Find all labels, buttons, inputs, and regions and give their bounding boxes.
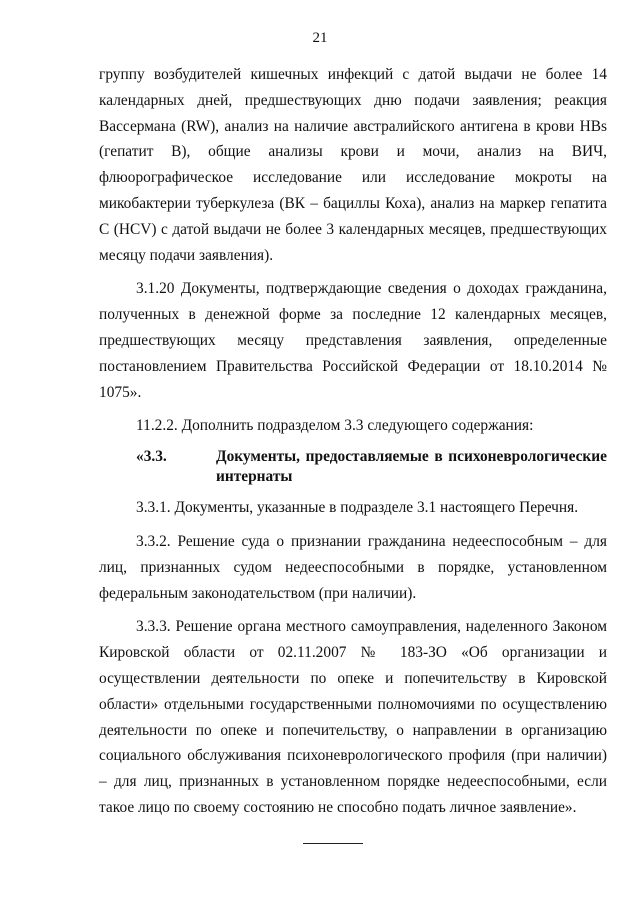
paragraph-11-2-2: 11.2.2. Дополнить подразделом 3.3 следующего содержания: [136,417,534,435]
section-title: Документы, предоставляемые в психоневрологические интернаты [216,448,607,486]
paragraph-continuation: группу возбудителей кишечных инфекций с датой выдачи не более 14 календарных дней, предшествующих дню подачи заявления; реакция Вассермана (RW), анализ на наличие австралийского антигена в крови HBs (гепатит B), общие анализы крови и мочи, анализ на ВИЧ, флюорографическое исследование или исследование мокроты на микобактерии туберкулеза (ВК – бациллы Коха), анализ на маркер гепатита С (HCV) с датой выдачи не более 3 календарных месяцев, предшествующих месяцу подачи заявления). [99,66,607,264]
page-number: 21 [312,30,328,46]
item-3-3-1: 3.3.1. Документы, указанные в подразделе 3.1 настоящего Перечня. [136,499,579,517]
section-heading [99,447,607,487]
item-3-3-3: 3.3.3. Решение органа местного самоуправления, наделенного Законом Кировской области от 02.11.2007 № 183-ЗО «Об организации и осуществлении деятельности по опеке и попечительству в Кировской области» отдельными государственными полномочиями по осуществлению деятельности по опеке и попечительству, о направлении в организацию социального обслуживания психоневрологического профиля (при наличии) – для лиц, признанных в установленном порядке недееспособными, если такое лицо по своему состоянию не способно подать личное заявление». [99,618,607,816]
section-number: «3.3. [136,448,167,466]
item-3-3-2: 3.3.2. Решение суда о признании гражданина недееспособным – для лиц, признанных судом недееспособными в порядке, установленном федеральным законодательством (при наличии). [99,532,607,602]
paragraph-3-1-20: 3.1.20 Документы, подтверждающие сведения о доходах гражданина, полученных в денежной форме за последние 12 календарных месяцев, предшествующих месяцу представления заявления, определенные постановлением Правительства Российской Федерации от 18.10.2014 № 1075». [99,280,607,401]
closing-divider-line [303,843,363,844]
document-body [99,62,607,821]
